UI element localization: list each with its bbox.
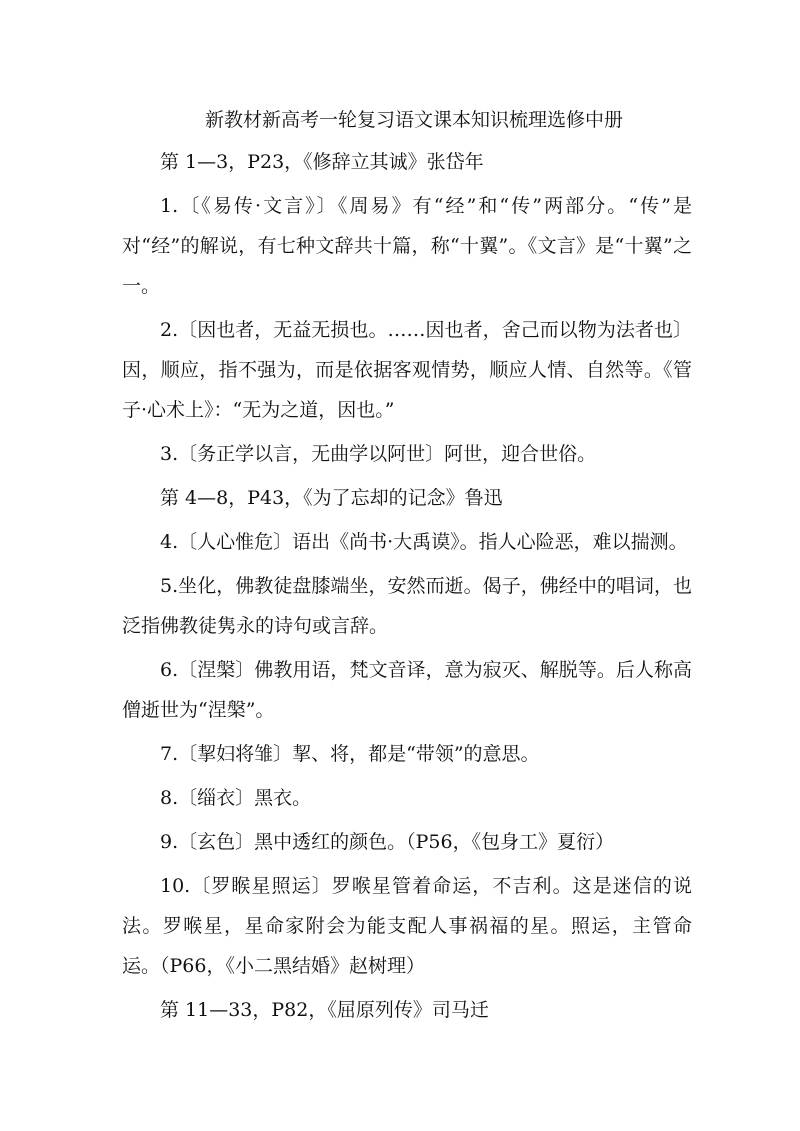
document-title: 新教材新高考一轮复习语文课本知识梳理选修中册 [204,109,623,131]
note-paragraph: 4.〔人心惟危〕语出《尚书·大禹谟》。指人心险恶，难以揣测。 [160,531,688,553]
note-paragraph: 3.〔务正学以言，无曲学以阿世〕阿世，迎合世俗。 [160,443,597,465]
note-paragraph: 2.〔因也者，无益无损也。……因也者，舍己而以物为法者也〕因，顺应，指不强为，而是依据客观情势，顺应人情、自然等。《管子·心术上》：“无为之道，因也。” [122,319,692,421]
note-paragraph: 8.〔缁衣〕黑衣。 [160,787,312,809]
note-paragraph: 7.〔挈妇将雏〕挈、将，都是“带领”的意思。 [160,743,540,765]
note-paragraph: 1.〔《易传·文言》〕《周易》有“经”和“传”两部分。“传”是对“经”的解说，有七种文辞共十篇，称“十翼”。《文言》是“十翼”之一。 [122,195,692,297]
section-heading: 第 11—33，P82，《屈原列传》司马迁 [160,999,489,1021]
note-paragraph: 5.坐化，佛教徒盘膝端坐，安然而逝。偈子，佛经中的唱词，也泛指佛教徒隽永的诗句或言辞。 [122,575,692,637]
section-heading: 第 4—8，P43，《为了忘却的记念》鲁迅 [160,487,503,509]
note-paragraph: 10.〔罗睺星照运〕罗喉星管着命运，不吉利。这是迷信的说法。罗喉星，星命家附会为能支配人事祸福的星。照运，主管命运。（P66，《小二黑结婚》赵树理） [122,875,692,977]
note-paragraph: 6.〔涅槃〕佛教用语，梵文音译，意为寂灭、解脱等。后人称高僧逝世为“涅槃”。 [122,659,692,721]
section-heading: 第 1—3，P23，《修辞立其诚》张岱年 [160,151,484,173]
note-paragraph: 9.〔玄色〕黑中透红的颜色。（P56，《包身工》夏衍） [160,831,615,853]
